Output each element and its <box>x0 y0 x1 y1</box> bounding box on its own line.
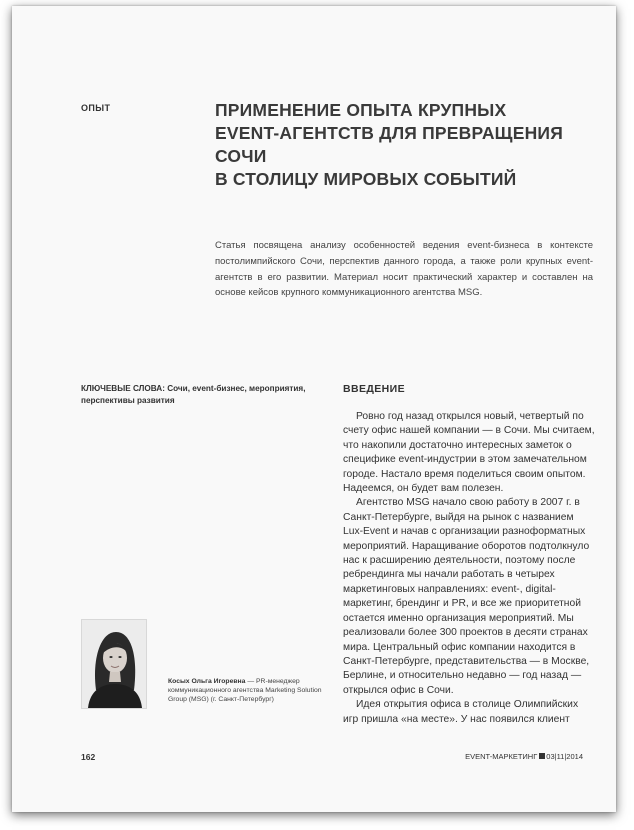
keywords-label: КЛЮЧЕВЫЕ СЛОВА: <box>81 384 165 393</box>
author-photo <box>81 619 147 709</box>
journal-footer <box>465 752 583 761</box>
square-separator-icon <box>539 753 545 759</box>
issue-number: 03|11|2014 <box>546 752 583 761</box>
author-name: Косых Ольга Игоревна <box>168 678 246 685</box>
author-role: — PR-менеджер коммуникационного агентства Marketing Solution Group (MSG) (г. Санкт-Петербург) <box>168 678 322 704</box>
title-line: ПРИМЕНЕНИЕ ОПЫТА КРУПНЫХ <box>215 100 507 120</box>
author-info <box>168 677 333 705</box>
title-line: EVENT-АГЕНТСТВ ДЛЯ ПРЕВРАЩЕНИЯ СОЧИ <box>215 123 563 166</box>
keywords-text: Сочи, event-бизнес, мероприятия, перспективы развития <box>81 384 306 405</box>
article-title <box>215 99 615 191</box>
magazine-page <box>12 6 616 812</box>
article-body <box>343 410 595 727</box>
article-abstract: Статья посвящена анализу особенностей ведения event-бизнеса в контексте постолимпийского Сочи, перспектив данного города, а также роли крупных event-агентств в его развитии. Материал носит практический характер и составлен на основе кейсов крупного коммуникационного агентства MSG. <box>215 240 593 299</box>
body-paragraph: Идея открытия офиса в столице Олимпийских игр пришла «на месте». У нас появился клиент <box>343 699 579 725</box>
author-portrait-image <box>82 620 146 708</box>
keywords <box>81 383 333 406</box>
body-paragraph: Ровно год назад открылся новый, четвертый по счету офис нашей компании — в Сочи. Мы считаем, что накопили достаточно интересных заметок о специфике event-индустрии в этом замечательном городе. Настало время поделиться своим опытом. Надеемся, он будет вам полезен. <box>343 411 595 495</box>
journal-name: EVENT-МАРКЕТИНГ <box>465 752 538 761</box>
page-number: 162 <box>81 752 96 762</box>
section-label: ОПЫТ <box>81 103 111 113</box>
title-line: В СТОЛИЦУ МИРОВЫХ СОБЫТИЙ <box>215 169 517 189</box>
body-paragraph: Агентство MSG начало свою работу в 2007 г. в Санкт-Петербурге, выйдя на рынок с названием Lux-Event и начав с организации разноформатных мероприятий. Наращивание оборотов подтолкнуло нас к расширению деятельности, поэтому после ребрендинга мы начали работать в четырех маркетинговых направлениях: event-, digital-маркетинг, брендинг и PR, и все же приоритетной остается именно организация мероприятий. Мы реализовали более 300 проектов в десяти странах мира. Центральный офис компании находится в Санкт-Петербурге, представительства — в Москве, Берлине, и относительно недавно — год назад — открылся офис в Сочи. <box>343 497 590 696</box>
intro-heading: ВВЕДЕНИЕ <box>343 383 405 395</box>
